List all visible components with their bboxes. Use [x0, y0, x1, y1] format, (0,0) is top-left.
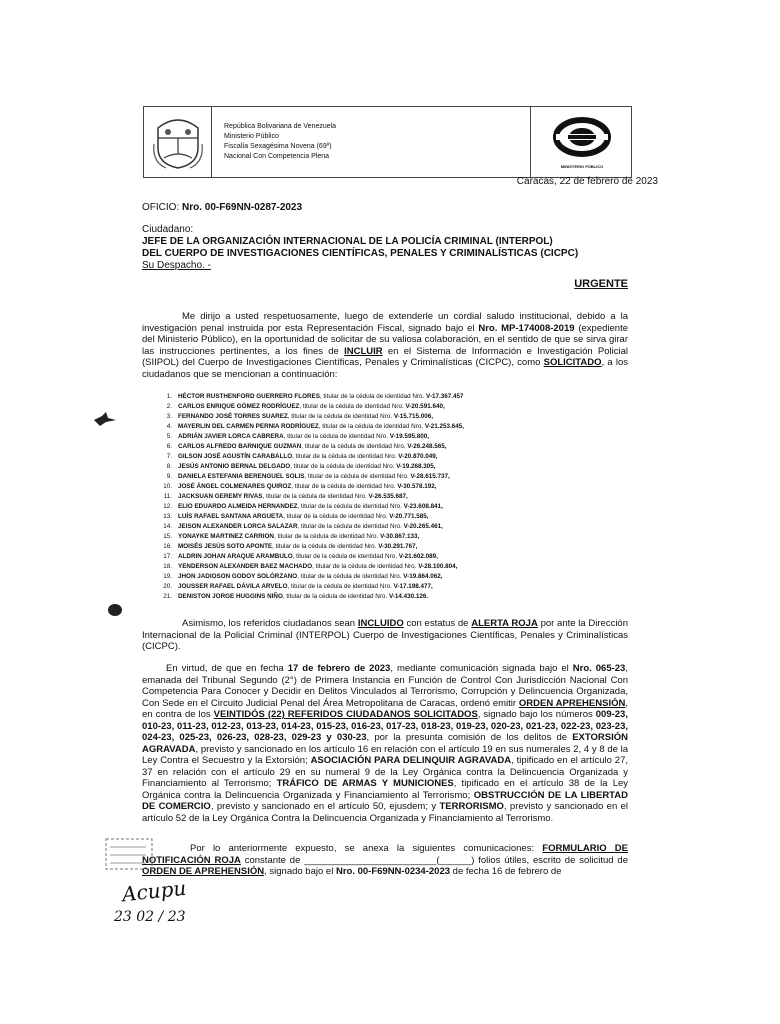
text: por ante la Dirección Internacional de la Policial Criminal (INTERPOL) Cuerpo de Investigaciones Científicas, Penales y Criminalísticas (CICPC). [142, 618, 628, 652]
id-number: V-20.591.640, [405, 403, 445, 410]
item-number: 19. [163, 573, 172, 580]
list-item [156, 442, 636, 452]
text: , tipificado en el artículo 38 de la Ley Orgánica contra la Delincuencia Organizada y Financiamiento al Terrorismo; [142, 778, 629, 801]
id-prefix: , titular de la cédula de identidad Nro. [272, 543, 379, 550]
id-number: V-21.253.645, [424, 423, 465, 430]
institution-block [224, 122, 336, 162]
emphasis: OBSTRUCCIÓN DE LA LIBERTAD DE COMERCIO [142, 789, 629, 812]
id-number: V-15.715.006, [393, 413, 434, 420]
institution-line-3: Fiscalía Sexagésima Novena (69º) [224, 143, 332, 150]
person-name: YONAYKE MARTINEZ CARRION [178, 533, 274, 540]
text: Me dirijo a usted respetuosamente, luego de extenderle un cordial saludo institucional, debido a la investigación penal instruida por esta Representación Fiscal, signado bajo el [142, 311, 628, 334]
id-number: V-14.430.126. [388, 593, 429, 600]
id-prefix: , titular de la cédula de identidad Nro. [297, 523, 404, 530]
id-number: V-20.265.461, [403, 523, 443, 530]
item-number: 18. [163, 563, 172, 570]
item-number: 9. [166, 473, 172, 480]
item-number: 10. [163, 483, 172, 490]
urgent-label: URGENTE [574, 278, 628, 290]
document-page [98, 78, 658, 948]
text: , emanada del Tribunal Segundo (2°) de Primera Instancia en Función de Control Con Jurisdicción Nacional Con Competencia Para Conocer y Decidir en Delitos Vinculados al Terrorismo, Corrupción y Delincuencia Organizada, Con Sede en el Circuito Judicial Penal del Área Metropolitana de Caracas, ordenó emitir [142, 663, 628, 709]
item-number: 16. [163, 543, 172, 550]
item-number: 20. [163, 583, 172, 590]
salutation: Ciudadano: [142, 224, 194, 235]
item-number: 11. [163, 493, 172, 500]
emphasis: TRÁFICO DE ARMAS Y MUNICIONES [276, 778, 454, 789]
institution-line-1: República Bolivariana de Venezuela [224, 123, 337, 130]
id-prefix: , titular de la cédula de identidad Nro. [287, 413, 394, 420]
item-number: 4. [166, 423, 172, 430]
signature: Acupu [120, 875, 188, 907]
oficio-number: Nro. 00-F69NN-0287-2023 [182, 202, 303, 213]
item-number: 13. [163, 513, 172, 520]
emphasis: VEINTIDÓS (22) REFERIDOS CIUDADANOS SOLICITADOS [213, 709, 478, 720]
id-number: V-30.291.767, [378, 543, 418, 550]
emphasis: ORDEN APREHENSIÓN [518, 697, 626, 709]
text: , signado bajo el [264, 866, 336, 877]
emphasis: TERRORISMO [439, 801, 504, 812]
oficio-line [142, 202, 302, 213]
id-number: V-19.864.062, [403, 573, 443, 580]
person-name: FERNANDO JOSÉ TORRES SUAREZ [178, 413, 288, 420]
list-item [156, 472, 636, 482]
list-item [156, 462, 636, 472]
paragraph-alert [142, 618, 628, 653]
text: , previsto y sancionado en el artículo 50, ejusdem; y [210, 801, 440, 812]
id-prefix: , titular de la cédula de identidad Nro. [292, 553, 399, 560]
paragraph-order [142, 663, 628, 824]
person-name: JOUSSER RAFAEL DÁVILA ARVELO [178, 583, 288, 590]
emphasis: ORDEN DE APREHENSIÓN [142, 866, 265, 877]
person-name: CARLOS ENRIQUE GÓMEZ RODRÍGUEZ [178, 403, 300, 410]
person-name: LUÍS RAFAEL SANTANA ARGUETA [178, 513, 284, 520]
id-prefix: , titular de la cédula de identidad Nro. [304, 473, 411, 480]
text: En virtud, de que en fecha [166, 663, 288, 674]
emphasis: FORMULARIO DE NOTIFICACIÓN ROJA [142, 843, 629, 866]
item-number: 21. [163, 593, 172, 600]
item-number: 2. [166, 403, 172, 410]
text: Asimismo, los referidos ciudadanos sean [182, 618, 358, 629]
paragraph-request [142, 311, 628, 380]
list-item [156, 572, 636, 582]
persons-list [156, 392, 636, 602]
text: , por la presunta comisión de los delitos de [366, 732, 573, 743]
id-prefix: , titular de la cédula de identidad Nro. [312, 563, 419, 570]
person-name: ALDRIN JOHAN ARAQUE ARAMBULO [178, 553, 293, 560]
text: , en contra de los [142, 697, 628, 720]
item-number: 7. [166, 453, 172, 460]
institution-line-4: Nacional Con Competencia Plena [224, 153, 330, 160]
list-item [156, 552, 636, 562]
emphasis: SOLICITADO [543, 357, 602, 368]
text: , a los ciudadanos que se mencionan a continuación: [142, 357, 628, 380]
oficio-label: OFICIO: [142, 202, 182, 213]
id-number: V-19.595.800, [389, 433, 429, 440]
text: , previsto y sancionado en el artículo 52 de la Ley Orgánica Contra la Delincuencia Organizada y Financiamiento al Terrorismo. [142, 801, 628, 824]
ink-blot-icon [92, 410, 118, 428]
mp-logo-icon [542, 115, 622, 161]
list-item [156, 422, 636, 432]
person-name: JHON JADIOSON GODOY SOLÓRZANO [178, 573, 298, 580]
item-number: 3. [166, 413, 172, 420]
item-number: 14. [163, 523, 172, 530]
id-number: V-28.100.804, [418, 563, 458, 570]
stamp-date: 23 02 / 23 [114, 909, 186, 925]
person-name: MAYERLIN DEL CARMEN PERNIA RODRÍGUEZ [178, 423, 319, 430]
list-item [156, 412, 636, 422]
item-number: 12. [163, 503, 172, 510]
id-number: V-20.771.585, [389, 513, 429, 520]
person-name: MOISÉS JESÚS SOTO APONTE [178, 543, 273, 550]
id-number: V-23.608.841, [403, 503, 443, 510]
ink-blot-icon [106, 602, 124, 618]
text: constante de _________________________(______) folios útiles, escrito de solicitud de [240, 854, 629, 866]
coat-of-arms-icon [152, 114, 204, 170]
id-prefix: , titular de la cédula de identidad Nro. [291, 483, 398, 490]
list-item [156, 402, 636, 412]
person-name: CARLOS ALFREDO BARNIQUE GUZMAN [178, 443, 302, 450]
emphasis: INCLUIR [344, 345, 383, 357]
id-number: V-26.535.687, [368, 493, 408, 500]
text: con estatus de [403, 618, 472, 629]
id-prefix: , titular de la cédula de identidad Nro. [292, 453, 399, 460]
id-number: V-20.870.049, [398, 453, 438, 460]
item-number: 15. [163, 533, 172, 540]
id-prefix: , titular de la cédula de identidad Nro. [297, 503, 404, 510]
item-number: 6. [166, 443, 172, 450]
list-item [156, 492, 636, 502]
emphasis: ASOCIACIÓN PARA DELINQUIR AGRAVADA [310, 755, 512, 766]
id-prefix: , titular de la cédula de identidad Nro. [283, 433, 390, 440]
person-name: DENISTON JORGE HUGGINS NIÑO [178, 593, 283, 600]
id-prefix: , titular de la cédula de identidad Nro. [297, 573, 404, 580]
emphasis: INCLUIDO [357, 618, 404, 629]
id-number: V-17.198.477, [393, 583, 433, 590]
list-item [156, 482, 636, 492]
received-stamp [102, 833, 202, 928]
id-prefix: , titular de la cédula de identidad Nro. [287, 583, 394, 590]
list-item [156, 512, 636, 522]
id-number: V-28.615.737, [410, 473, 450, 480]
addressee-line-2: DEL CUERPO DE INVESTIGACIONES CIENTÍFICAS, PENALES Y CRIMINALÍSTICAS (CICPC) [142, 248, 579, 259]
addressee-line-3: Su Despacho. - [142, 260, 211, 271]
id-prefix: , titular de la cédula de identidad Nro. [318, 423, 425, 430]
id-prefix: , titular de la cédula de identidad Nro. [299, 403, 406, 410]
id-prefix: , titular de la cédula de identidad Nro. [282, 593, 389, 600]
person-name: GILSON JOSÉ AGUSTÍN CARABALLO [178, 453, 293, 460]
person-name: DANIELA ESTEFANIA BERENGUEL SOLIS [178, 473, 305, 480]
institution-line-2: Ministerio Público [224, 133, 279, 140]
list-item [156, 522, 636, 532]
id-prefix: , titular de la cédula de identidad Nro. [273, 533, 381, 540]
text: Por lo anteriormente expuesto, se anexa la siguientes comunicaciones: [190, 843, 543, 854]
text: (expediente del Ministerio Público), en la oportunidad de solicitar de su valiosa colaboración, en el sentido de que se sirva girar las instrucciones pertinentes, a los fines de [142, 322, 628, 357]
id-prefix: , titular de la cédula de identidad Nro. [301, 443, 408, 450]
list-item [156, 532, 636, 542]
id-prefix: , titular de la cédula de identidad Nro. [319, 393, 426, 400]
person-name: ADRIÁN JAVIER LORCA CABRERA [178, 433, 284, 440]
id-number: V-17.367.457 [426, 393, 464, 400]
text: , previsto y sancionado en los artículo 16 en relación con el artículo 19 en sus numerales 2, 4 y 8 de la Ley Contra el Secuestro y la Extorsión; [142, 743, 628, 766]
list-item [156, 582, 636, 592]
emphasis: EXTORSIÓN AGRAVADA [142, 732, 628, 755]
case-number: Nro. MP-174008-2019 [478, 322, 575, 334]
emphasis: 009-23, 010-23, 011-23, 012-23, 013-23, 014-23, 015-23, 016-23, 017-23, 018-23, 019-23, 020-23, 021-23, 022-23, 023-23, 024-23, 025-23, 026-23, 028-23, 029-23 y 030-23 [142, 709, 628, 743]
id-prefix: , titular de la cédula de identidad Nro. [262, 493, 369, 500]
person-name: JOSÉ ÁNGEL COLMENARES QUIROZ [178, 483, 292, 490]
id-prefix: , titular de la cédula de identidad Nro. [290, 463, 397, 470]
ministerio-publico-logo [542, 115, 622, 173]
item-number: 5. [166, 433, 172, 440]
person-name: ELIO EDUARDO ALMEIDA HERNANDEZ [178, 503, 298, 510]
letterhead [143, 106, 632, 178]
item-number: 8. [166, 463, 172, 470]
id-prefix: , titular de la cédula de identidad Nro. [283, 513, 390, 520]
text: en el Sistema de Información e Investigación Policial (SIIPOL) del Cuerpo de Investigaciones Científicas, Penales y Criminalísticas (CICPC), como [142, 345, 628, 368]
text: , tipificado en el artículo 27, 37 en relación con el artículo 29 en su numeral 9 de la Ley Orgánica contra la Delincuencia Organizada y Financiamiento al Terrorismo; [142, 755, 629, 789]
item-number: 17. [163, 553, 172, 560]
list-item [156, 452, 636, 462]
text: , signado bajo los números [477, 709, 596, 720]
document-date: Caracas, 22 de febrero de 2023 [516, 176, 658, 187]
emphasis: Nro. 065-23 [572, 663, 626, 674]
logo-caption: MINISTERIO PÚBLICO [560, 164, 604, 169]
list-item [156, 542, 636, 552]
list-item [156, 592, 636, 602]
list-item [156, 392, 636, 402]
person-name: HÉCTOR RUSTHENFORD GUERRERO FLORES [178, 393, 320, 400]
text: , mediante comunicación signada bajo el [390, 663, 573, 674]
id-number: V-19.268.305, [396, 463, 436, 470]
emphasis: 17 de febrero de 2023 [287, 663, 391, 674]
emphasis: Nro. 00-F69NN-0234-2023 [335, 866, 451, 877]
id-number: V-21.602.089, [398, 553, 438, 560]
id-number: V-26.248.565, [407, 443, 447, 450]
id-number: V-30.578.192, [397, 483, 437, 490]
paragraph-annex [142, 843, 628, 878]
list-item [156, 562, 636, 572]
emphasis: ALERTA ROJA [471, 618, 538, 629]
text: de fecha 16 de febrero de [450, 866, 562, 877]
id-number: V-30.867.133, [380, 533, 420, 540]
item-number: 1. [166, 393, 172, 400]
addressee-block [142, 224, 642, 272]
addressee-line-1: JEFE DE LA ORGANIZACIÓN INTERNACIONAL DE LA POLICÍA CRIMINAL (INTERPOL) [142, 236, 553, 247]
list-item [156, 432, 636, 442]
person-name: YENDERSON ALEXANDER BAEZ MACHADO [178, 563, 313, 570]
person-name: JEISON ALEXANDER LORCA SALAZAR [178, 523, 298, 530]
person-name: JESÚS ANTONIO BERNAL DELGADO [178, 463, 291, 470]
list-item [156, 502, 636, 512]
person-name: JACKSUAN GEREMY RIVAS [178, 493, 263, 500]
